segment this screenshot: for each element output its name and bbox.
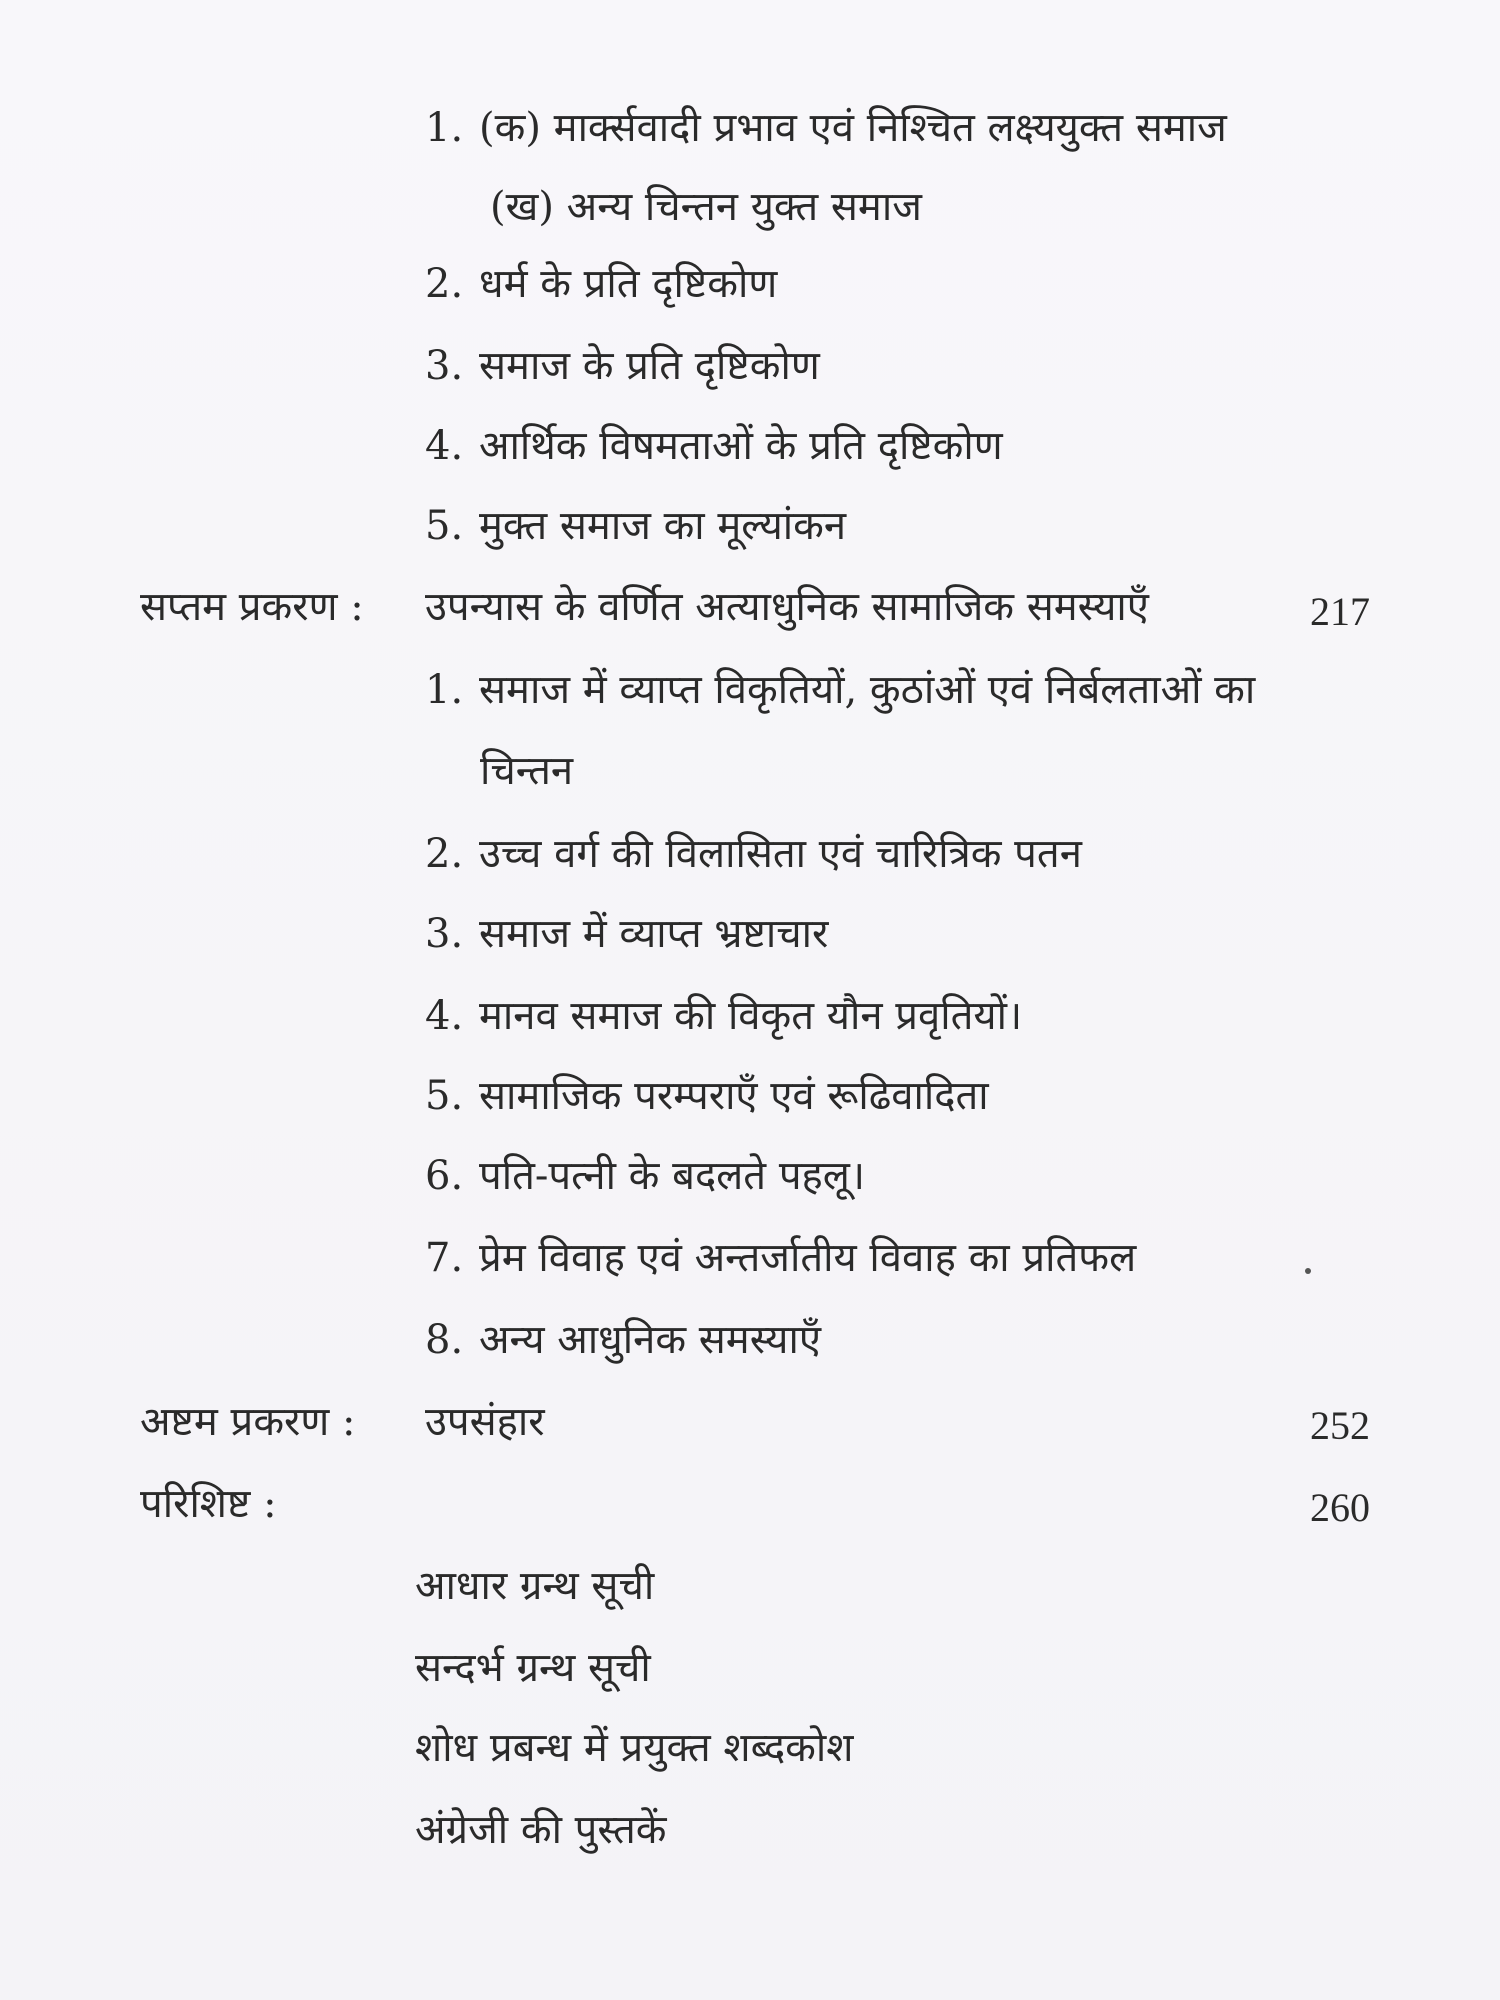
list-item-number: 1. [425,667,464,713]
list-item-text: धर्म के प्रति दृष्टिकोण [479,261,778,307]
list-item-text: समाज में व्याप्त विकृतियों, कुठांओं एवं निर्बलताओं का [479,667,1256,713]
chapter-label: अष्टम प्रकरण : [140,1399,356,1445]
list-item [425,500,846,552]
list-item [425,990,1022,1042]
appendix-item: अंग्रेजी की पुस्तकें [415,1807,667,1853]
list-item-number: 8. [425,1317,464,1363]
list-item-text: चिन्तन [480,748,574,794]
list-item-number: 4. [425,993,464,1039]
list-item [480,745,573,797]
list-item-number: 5. [425,1073,464,1119]
list-item-text: समाज में व्याप्त भ्रष्टाचार [479,911,829,957]
list-item [425,1070,989,1122]
page-number: 217 [1310,589,1370,634]
page-number: 260 [1310,1485,1370,1530]
list-item [425,908,828,960]
appendix-item: शोध प्रबन्ध में प्रयुक्त शब्दकोश [415,1725,854,1771]
list-item [425,828,1082,880]
list-item [425,102,1227,154]
list-item [490,181,922,233]
list-item [425,340,820,392]
list-item [425,258,777,310]
list-item-number: 7. [425,1235,464,1281]
list-item-number: 1. [425,105,464,151]
appendix-label: परिशिष्ट : [140,1481,277,1527]
list-item-text: प्रेम विवाह एवं अन्तर्जातीय विवाह का प्रतिफल [479,1235,1137,1281]
list-item-text: पति-पत्नी के बदलते पहलू। [479,1153,866,1199]
appendix-item: आधार ग्रन्थ सूची [415,1563,655,1609]
list-item [425,1150,865,1202]
list-item-text: समाज के प्रति दृष्टिकोण [479,343,820,389]
appendix-item: सन्दर्भ ग्रन्थ सूची [415,1645,651,1691]
chapter-title: उपन्यास के वर्णित अत्याधुनिक सामाजिक समस्याएँ [425,584,1149,630]
list-item-text: अन्य आधुनिक समस्याएँ [479,1317,821,1363]
page-number: 252 [1310,1403,1370,1448]
list-item-number: 4. [425,423,464,469]
chapter-title: उपसंहार [425,1399,545,1445]
stray-dot-mark [1305,1268,1311,1274]
list-item [425,1314,821,1366]
list-item-text: आर्थिक विषमताओं के प्रति दृष्टिकोण [479,423,1003,469]
list-item-text: मानव समाज की विकृत यौन प्रवृतियों। [479,993,1023,1039]
list-item [425,420,1003,472]
list-item-number: 6. [425,1153,464,1199]
list-item-text: उच्च वर्ग की विलासिता एवं चारित्रिक पतन [479,831,1082,877]
list-item-number: 2. [425,261,464,307]
list-item-number: 3. [425,911,464,957]
list-item-text: मुक्त समाज का मूल्यांकन [479,503,847,549]
list-item-number: 3. [425,343,464,389]
chapter-label: सप्तम प्रकरण : [140,584,364,630]
list-item-text: (क) मार्क्सवादी प्रभाव एवं निश्चित लक्ष्ययुक्त समाज [479,105,1227,151]
list-item-number: 5. [425,503,464,549]
list-item-number: 2. [425,831,464,877]
list-item-text: (ख) अन्य चिन्तन युक्त समाज [490,184,922,230]
list-item [425,664,1255,716]
list-item-text: सामाजिक परम्पराएँ एवं रूढिवादिता [479,1073,989,1119]
list-item [425,1232,1136,1284]
